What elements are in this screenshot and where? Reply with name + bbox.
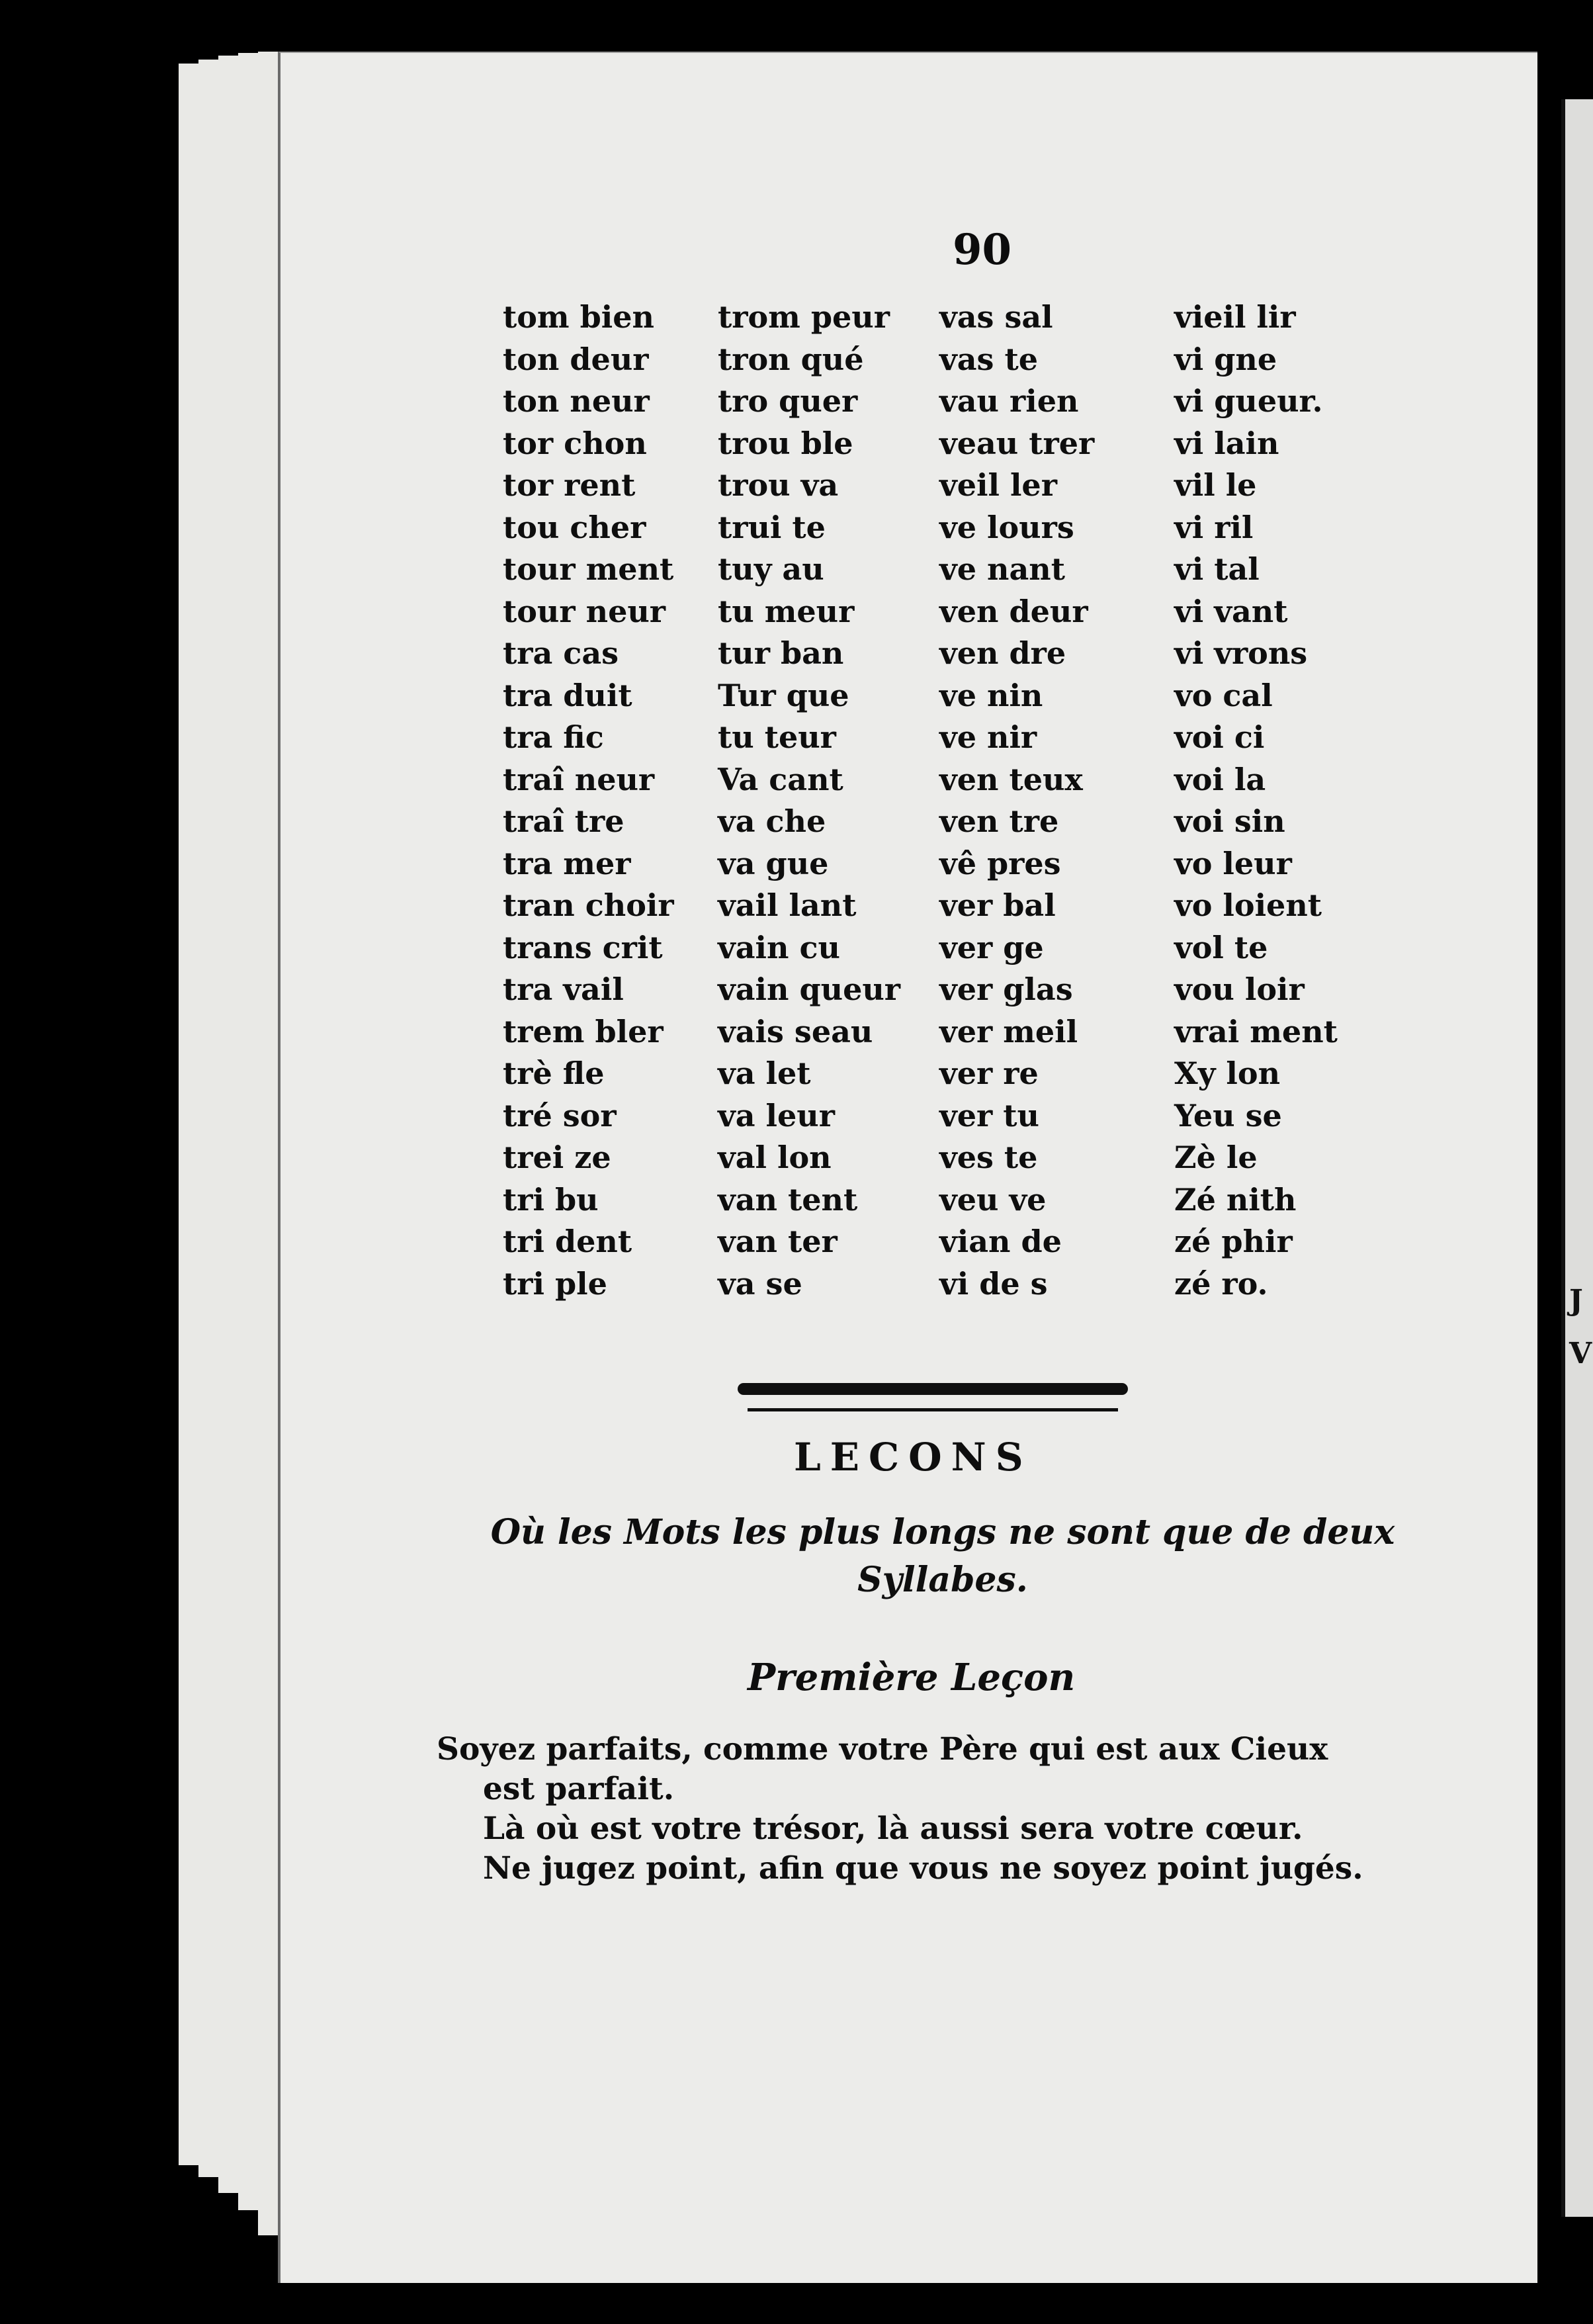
syllable-word: vais seau <box>718 1013 873 1050</box>
syllable-word: vas sal <box>939 299 1053 335</box>
section-heading: LECONS <box>794 1435 1033 1480</box>
syllable-word: trom peur <box>718 299 890 335</box>
syllable-word: va leur <box>718 1097 835 1134</box>
syllable-word: tu meur <box>718 593 855 629</box>
syllable-word: tra vail <box>503 971 624 1007</box>
syllable-word: Zè le <box>1174 1140 1258 1175</box>
syllable-word: ver meil <box>939 1013 1078 1050</box>
syllable-word: ven teux <box>939 761 1083 797</box>
syllable-word: trou ble <box>718 425 853 461</box>
syllable-word: ver glas <box>939 971 1073 1007</box>
syllable-word: vil le <box>1174 467 1257 503</box>
syllable-word: tu teur <box>718 719 836 755</box>
syllable-word: tra fic <box>503 719 604 755</box>
decorative-rule-thin <box>748 1408 1118 1411</box>
syllable-word: voi sin <box>1174 803 1285 839</box>
lesson-line: Ne jugez point, afin que vous ne soyez point jugés. <box>483 1850 1363 1887</box>
syllable-word: vou loir <box>1174 971 1305 1007</box>
syllable-word: vian de <box>939 1224 1062 1259</box>
syllable-word: val lon <box>718 1140 832 1175</box>
syllable-word: va let <box>718 1055 811 1091</box>
syllable-word: ven deur <box>939 593 1088 629</box>
syllable-word: trem bler <box>503 1013 664 1050</box>
syllable-word: ver ge <box>939 929 1044 965</box>
syllable-word: van ter <box>718 1224 838 1259</box>
syllable-word: va che <box>718 803 826 839</box>
syllable-word: vi lain <box>1174 425 1279 461</box>
book-page <box>278 52 1537 2283</box>
syllable-word: van tent <box>718 1181 858 1218</box>
syllable-word: tri bu <box>503 1181 599 1218</box>
syllable-word: veau trer <box>939 425 1095 461</box>
syllable-word: ver tu <box>939 1097 1039 1134</box>
syllable-word: ve nant <box>939 551 1065 587</box>
syllable-word: Xy lon <box>1174 1055 1281 1091</box>
syllable-word: vail lant <box>718 887 857 923</box>
syllable-word: tou cher <box>503 509 646 545</box>
syllable-word: trans crit <box>503 929 663 965</box>
facing-page-letter: V <box>1569 1337 1592 1370</box>
syllable-word: vi ril <box>1174 509 1254 545</box>
facing-page-letter: J <box>1569 1284 1583 1318</box>
syllable-word: veu ve <box>939 1181 1047 1218</box>
syllable-column-4 <box>1174 296 1338 1305</box>
syllable-word: ves te <box>939 1140 1038 1175</box>
syllable-word: tri ple <box>503 1265 607 1302</box>
syllable-word: vi de s <box>939 1265 1048 1302</box>
syllable-word: vê pres <box>939 845 1061 881</box>
syllable-word: zé ro. <box>1174 1265 1268 1302</box>
syllable-word: vas te <box>939 341 1038 377</box>
syllable-word: vol te <box>1174 929 1268 965</box>
facing-page-edge <box>1561 99 1593 2217</box>
subheading-line: Syllabes. <box>857 1560 1028 1600</box>
syllable-word: vi tal <box>1174 551 1260 587</box>
syllable-word: vi gne <box>1174 341 1277 377</box>
syllable-word: ve nir <box>939 719 1037 755</box>
syllable-word: trou va <box>718 467 839 503</box>
syllable-word: tom bien <box>503 299 654 335</box>
syllable-word: voi la <box>1174 761 1266 797</box>
syllable-word: tour ment <box>503 551 674 587</box>
syllable-word: traî tre <box>503 803 624 839</box>
syllable-word: tré sor <box>503 1097 617 1134</box>
syllable-word: va se <box>718 1265 802 1302</box>
syllable-column-2 <box>718 296 900 1305</box>
syllable-word: vo cal <box>1174 677 1273 713</box>
syllable-word: tour neur <box>503 593 666 629</box>
syllable-word: vain cu <box>718 929 840 965</box>
section-subheading <box>456 1509 1429 1604</box>
syllable-word: ton neur <box>503 383 650 419</box>
lesson-title: Première Leçon <box>748 1656 1076 1699</box>
syllable-word: ven dre <box>939 635 1066 671</box>
syllable-word: tor rent <box>503 467 636 503</box>
syllable-column-1 <box>503 296 674 1305</box>
syllable-word: vo leur <box>1174 845 1292 881</box>
syllable-word: tra cas <box>503 635 619 671</box>
syllable-word: va gue <box>718 845 829 881</box>
syllable-word: tro quer <box>718 383 858 419</box>
syllable-word: Va cant <box>718 761 843 797</box>
syllable-word: ver re <box>939 1055 1039 1091</box>
syllable-word: tor chon <box>503 425 647 461</box>
syllable-word: trè fle <box>503 1055 605 1091</box>
syllable-word: ven tre <box>939 803 1059 839</box>
syllable-word: vi vant <box>1174 593 1288 629</box>
decorative-rule <box>738 1383 1128 1395</box>
syllable-word: zé phir <box>1174 1224 1293 1259</box>
syllable-word: trei ze <box>503 1140 611 1175</box>
syllable-word: ver bal <box>939 887 1056 923</box>
subheading-line: Où les Mots les plus longs ne sont que de deux <box>490 1512 1395 1552</box>
syllable-word: ve nin <box>939 677 1043 713</box>
syllable-word: vau rien <box>939 383 1079 419</box>
syllable-word: ve lours <box>939 509 1074 545</box>
syllable-column-3 <box>939 296 1094 1305</box>
syllable-word: vrai ment <box>1174 1013 1338 1050</box>
syllable-word: veil ler <box>939 467 1057 503</box>
syllable-word: Yeu se <box>1174 1097 1282 1134</box>
syllable-word: tra duit <box>503 677 632 713</box>
syllable-word: tran choir <box>503 887 674 923</box>
syllable-word: tri dent <box>503 1224 632 1259</box>
lesson-line: est parfait. <box>483 1771 675 1807</box>
syllable-word: tra mer <box>503 845 631 881</box>
syllable-word: vi vrons <box>1174 635 1308 671</box>
lesson-line: Soyez parfaits, comme votre Père qui est aux Cieux <box>437 1731 1328 1767</box>
syllable-word: Tur que <box>718 677 849 713</box>
syllable-word: Zé nith <box>1174 1181 1297 1218</box>
syllable-word: tur ban <box>718 635 844 671</box>
syllable-word: voi ci <box>1174 719 1265 755</box>
syllable-word: trui te <box>718 509 826 545</box>
syllable-word: tron qué <box>718 341 864 377</box>
syllable-word: traî neur <box>503 761 655 797</box>
syllable-word: vieil lir <box>1174 299 1296 335</box>
syllable-word: vi gueur. <box>1174 383 1323 419</box>
page-number: 90 <box>953 225 1012 275</box>
syllable-word: tuy au <box>718 551 824 587</box>
syllable-word: vain queur <box>718 971 901 1007</box>
syllable-word: ton deur <box>503 341 649 377</box>
syllable-word: vo loient <box>1174 887 1322 923</box>
lesson-line: Là où est votre trésor, là aussi sera votre cœur. <box>483 1810 1303 1847</box>
lesson-body <box>437 1730 1469 1889</box>
